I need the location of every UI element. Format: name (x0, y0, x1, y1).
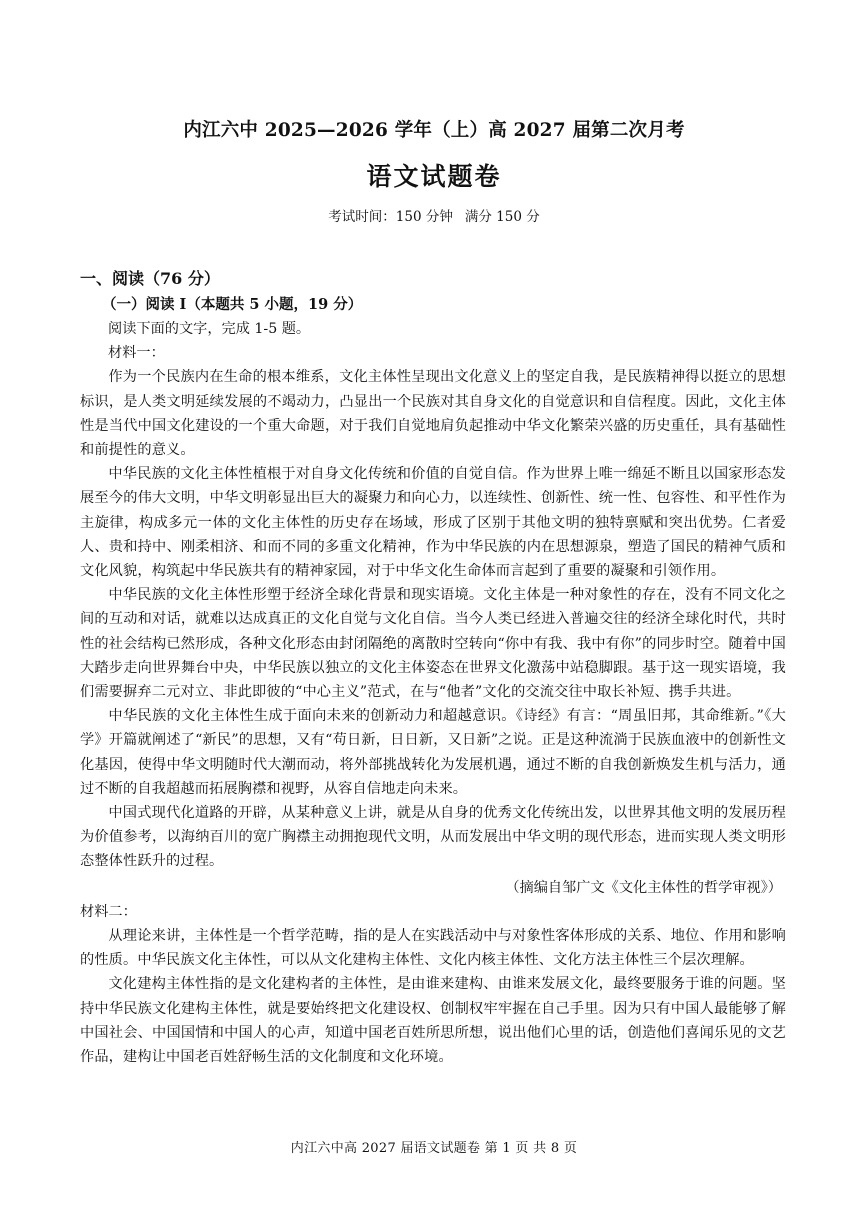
material-two-paragraph: 文化建构主体性指的是文化建构者的主体性，是由谁来建构、由谁来发展文化，最终要服务于谁的问题。坚持中华民族文化建构主体性，就是要始终把文化建设权、创制权牢牢握在自己手里。因为只有中国人最能够了解中国社会、中国国情和中国人的心声，知道中国老百姓所思所想，说出他们心里的话，创造他们喜闻乐见的文艺作品，建构让中国老百姓舒畅生活的文化制度和文化环境。 (80, 976, 786, 1066)
section-title: 一、阅读（76 分） (80, 269, 220, 288)
material-one-paragraph: 中华民族的文化主体性生成于面向未来的创新动力和超越意识。《诗经》有言：“周虽旧邦，其命维新。”《大学》开篇就阐述了“新民”的思想，又有“苟日新，日日新，又日新”之说。正是这种流淌于民族血液中的创新性文化基因，使得中华文明随时代大潮而动，将外部挑战转化为发展机遇，通过不断的自我创新焕发生机与活力，通过不断的自我超越而拓展胸襟和视野，从容自信地走向未来。 (80, 708, 786, 797)
material-one-paragraph: 作为一个民族内在生命的根本维系，文化主体性呈现出文化意义上的坚定自我，是民族精神得以挺立的思想标识，是人类文明延续发展的不竭动力，凸显出一个民族对其自身文化的自觉意识和自信程度。因此，文化主体性是当代中国文化建设的一个重大命题，对于我们自觉地肩负起推动中华文化繁荣兴盛的历史重任，具有基础性和前提性的意义。 (80, 369, 786, 459)
material-two-paragraph: 从理论来讲，主体性是一个哲学范畴，指的是人在实践活动中与对象性客体形成的关系、地位、作用和影响的性质。中华民族文化主体性，可以从文化建构主体性、文化内核主体性、文化方法主体性三个层次理解。 (80, 928, 786, 969)
material-one-label: 材料一： (108, 345, 165, 362)
material-one-source: （摘编自邹广文《文化主体性的哲学审视》） (505, 879, 782, 896)
exam-time: 考试时间：150 分钟 (328, 209, 453, 225)
material-two-label: 材料二： (80, 903, 137, 920)
subsection-title: （一）阅读 I（本题共 5 小题，19 分） (102, 296, 363, 313)
reading-instruction: 阅读下面的文字，完成 1-5 题。 (108, 321, 311, 337)
exam-content (80, 266, 786, 1069)
material-one-paragraph: 中华民族的文化主体性形塑于经济全球化背景和现实语境。文化主体是一种对象性的存在，没有不同文化之间的互动和对话，就难以达成真正的文化自觉与文化自信。当今人类已经进入普遍交往的经济全球化时代，共时性的社会结构已然形成，各种文化形态由封闭隔绝的离散时空转向“你中有我、我中有你”的同步时空。随着中国大踏步走向世界舞台中央，中华民族以独立的文化主体姿态在世界文化激荡中站稳脚跟。基于这一现实语境，我们需要摒弃二元对立、非此即彼的“中心主义”范式，在与“他者”文化的交流交往中取长补短、携手共进。 (80, 587, 786, 701)
material-one-paragraph: 中国式现代化道路的开辟，从某种意义上讲，就是从自身的优秀文化传统出发，以世界其他文明的发展历程为价值参考，以海纳百川的宽广胸襟主动拥抱现代文明，从而发展出中华文明的现代形态，进而实现人类文明形态整体性跃升的过程。 (80, 805, 786, 870)
exam-title: 内江六中 2025—2026 学年（上）高 2027 届第二次月考 (183, 120, 685, 141)
material-one-paragraph: 中华民族的文化主体性植根于对自身文化传统和价值的自觉自信。作为世界上唯一绵延不断且以国家形态发展至今的伟大文明，中华文明彰显出巨大的凝聚力和向心力，以连续性、创新性、统一性、包容性、和平性作为主旋律，构成多元一体的文化主体性的历史存在场域，形成了区别于其他文明的独特禀赋和突出优势。仁者爱人、贵和持中、刚柔相济、和而不同的多重文化精神，作为中华民族的内在思想源泉，塑造了国民的精神气质和文化风貌，构筑起中华民族共有的精神家园，对于中华文化生命体而言起到了重要的凝聚和引领作用。 (80, 466, 786, 580)
full-score: 满分 150 分 (464, 209, 540, 225)
exam-info (0, 205, 868, 225)
document-title: 语文试题卷 (366, 162, 502, 191)
page-footer: 内江六中高 2027 届语文试题卷 第 1 页 共 8 页 (290, 1141, 578, 1156)
